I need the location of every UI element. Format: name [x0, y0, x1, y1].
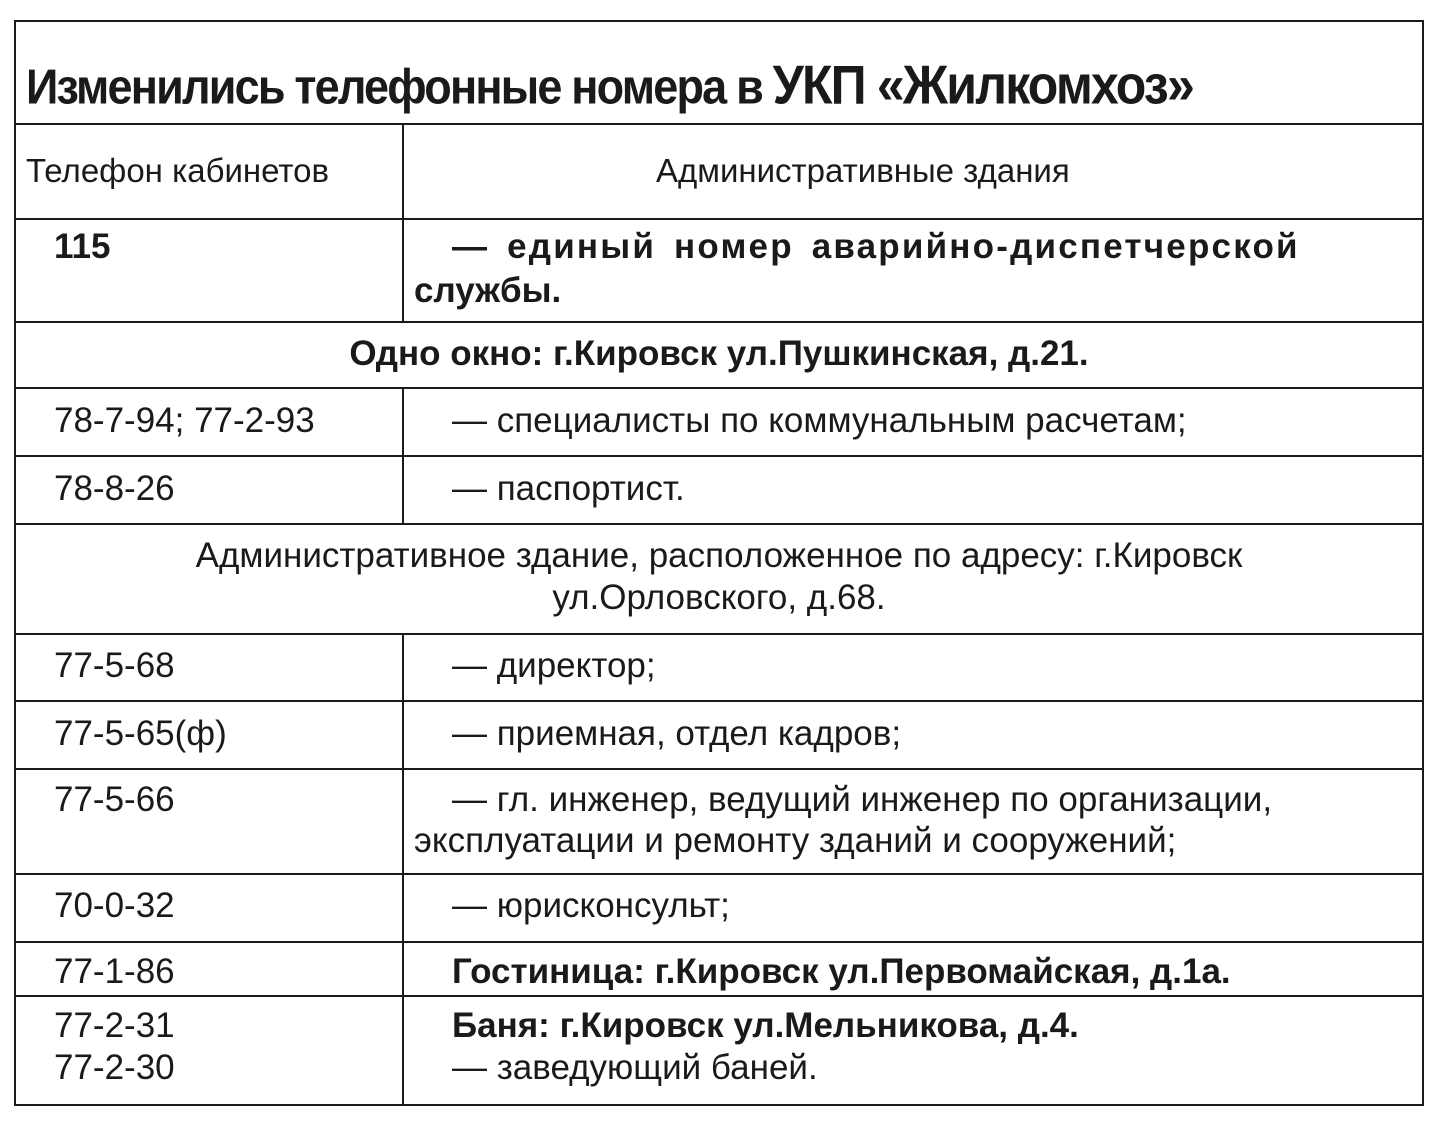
header-phone-column: Телефон кабинетов [26, 152, 330, 189]
table-row [16, 387, 1422, 455]
phone-number: 70-0-32 [54, 886, 175, 925]
section1-title: Одно окно: г.Кировск ул.Пушкинская, д.21. [349, 334, 1089, 373]
table-row [16, 768, 1422, 873]
phone-number: 77-5-65(ф) [54, 714, 227, 753]
emergency-desc-line2: службы. [414, 271, 562, 310]
phone-number: 77-2-31 [54, 1006, 175, 1045]
phone-number: 77-2-30 [54, 1048, 175, 1087]
table-row [16, 873, 1422, 941]
row-desc: — приемная, отдел кадров; [452, 714, 902, 753]
phone-table [14, 20, 1424, 1106]
row-desc-line1: — гл. инженер, ведущий инженер по организации, [452, 780, 1273, 819]
header-buildings-column: Административные здания [656, 152, 1070, 189]
hotel-address: Гостиница: г.Кировск ул.Первомайская, д.1а. [452, 952, 1231, 991]
bath-address: Баня: г.Кировск ул.Мельникова, д.4. [452, 1006, 1079, 1045]
table-row-bath [16, 995, 1422, 1104]
table-row [16, 455, 1422, 523]
phone-number: 77-5-66 [54, 780, 175, 819]
row-desc: — заведующий баней. [452, 1048, 818, 1087]
column-divider [402, 387, 404, 523]
emergency-desc-line1: — единый номер аварийно-диспетчерской [452, 227, 1300, 266]
column-divider [402, 123, 404, 321]
table-row-emergency [16, 218, 1422, 321]
row-desc: — юрисконсульт; [452, 886, 730, 925]
title-part1: Изменились телефонные номера в [26, 58, 773, 115]
table-row-hotel [16, 941, 1422, 995]
row-desc-line2: эксплуатации и ремонту зданий и сооружений; [414, 821, 1177, 860]
section-title-row [16, 321, 1422, 387]
section2-title-line2: ул.Орловского, д.68. [552, 578, 886, 617]
row-desc: — паспортист. [452, 469, 685, 508]
title-org-name: УКП «Жилкомхоз» [772, 53, 1193, 116]
column-divider [402, 633, 404, 1104]
table-row [16, 633, 1422, 700]
section2-title-line1: Административное здание, расположенное по адресу: г.Кировск [195, 536, 1243, 575]
emergency-phone: 115 [54, 227, 111, 266]
table-row [16, 700, 1422, 768]
page-title [16, 22, 1422, 133]
section-title-row [16, 523, 1422, 633]
phone-number: 77-5-68 [54, 646, 175, 685]
phone-number: 78-7-94; 77-2-93 [54, 401, 315, 440]
row-desc: — специалисты по коммунальным расчетам; [452, 401, 1187, 440]
table-header-row [16, 123, 1422, 218]
phone-number: 77-1-86 [54, 952, 175, 991]
row-desc: — директор; [452, 646, 656, 685]
phone-number: 78-8-26 [54, 469, 175, 508]
